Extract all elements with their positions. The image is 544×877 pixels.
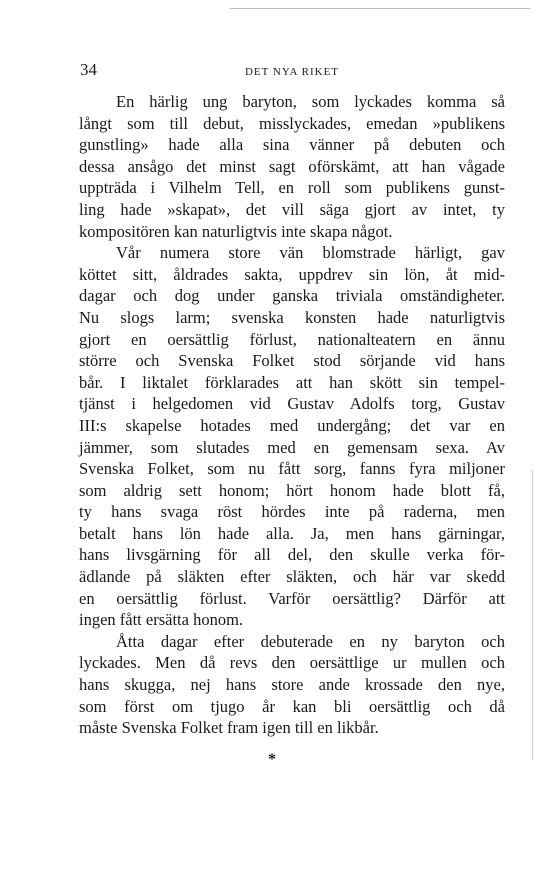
text-line: jämmer, som slutades med en gemensam sexa. Av: [79, 437, 505, 457]
text-line: ingen fått ersätta honom.: [79, 610, 244, 630]
text-line: uppträda i Vilhelm Tell, en roll som publikens gunst-: [79, 178, 505, 198]
text-line: som aldrig sett honom; hört honom hade blott få,: [79, 480, 505, 500]
text-line: III:s skapelse hotades med undergång; det var en: [79, 415, 505, 435]
text-line: lyckades. Men då revs den oersättlige ur mullen och: [79, 653, 505, 673]
text-line: gunstling» hade alla sina vänner på debuten och: [79, 135, 505, 155]
page-right-edge-line: [532, 470, 533, 760]
text-line: ling hade »skapat», det vill säga gjort av intet, ty: [79, 199, 505, 219]
text-line: tjänst i helgedomen vid Gustav Adolfs torg, Gustav: [79, 394, 505, 414]
text-line: ädlande på släkten efter släkten, och här var skedd: [79, 567, 505, 587]
text-line: som först om tjugo år kan bli oersättlig och då: [79, 696, 505, 716]
text-line: ty hans svaga röst hördes inte på raderna, men: [79, 502, 505, 522]
text-line: dessa ansågo det minst sagt oförskämt, att han vågade: [79, 156, 505, 176]
text-line: gjort en oersättlig förlust, nationalteatern en ännu: [79, 329, 505, 349]
text-line: långt som till debut, misslyckades, emedan »publikens: [79, 113, 505, 133]
text-line: kompositören kan naturligtvis inte skapa något.: [79, 221, 393, 241]
page-top-edge-line: [230, 8, 530, 9]
text-line: dagar och dog under ganska triviala omständigheter.: [79, 286, 505, 306]
text-line: måste Svenska Folket fram igen till en likbår.: [79, 718, 379, 738]
text-line: En härlig ung baryton, som lyckades komma så: [116, 92, 505, 111]
text-line: betalt hans lön hade alla. Ja, men hans gärningar,: [79, 523, 505, 543]
text-line: hans livsgärning för all del, den skulle verka för-: [79, 545, 505, 565]
section-ornament: *: [268, 751, 276, 768]
page-header: [80, 60, 504, 84]
text-line: bår. I liktalet förklarades att han skött sin tempel-: [79, 372, 505, 392]
text-line: en oersättlig förlust. Varför oersättlig? Därför att: [79, 588, 505, 608]
text-line: Vår numera store vän blomstrade härligt, gav: [116, 243, 505, 263]
text-line: Nu slogs larm; svenska konsten hade naturligtvis: [79, 307, 505, 327]
text-line: Svenska Folket, som nu fått sorg, fanns fyra miljoner: [79, 459, 505, 479]
text-line: hans skugga, nej hans store ande krossade den nye,: [79, 675, 505, 695]
text-line: större och Svenska Folket stod sörjande vid hans: [79, 351, 505, 371]
text-line: Åtta dagar efter debuterade en ny baryton och: [116, 631, 505, 651]
running-head: DET NYA RIKET: [244, 66, 340, 78]
page-number: 34: [80, 60, 97, 79]
body-text: [79, 91, 505, 739]
text-line: köttet sitt, åldrades sakta, uppdrev sin lön, åt mid-: [79, 264, 505, 284]
